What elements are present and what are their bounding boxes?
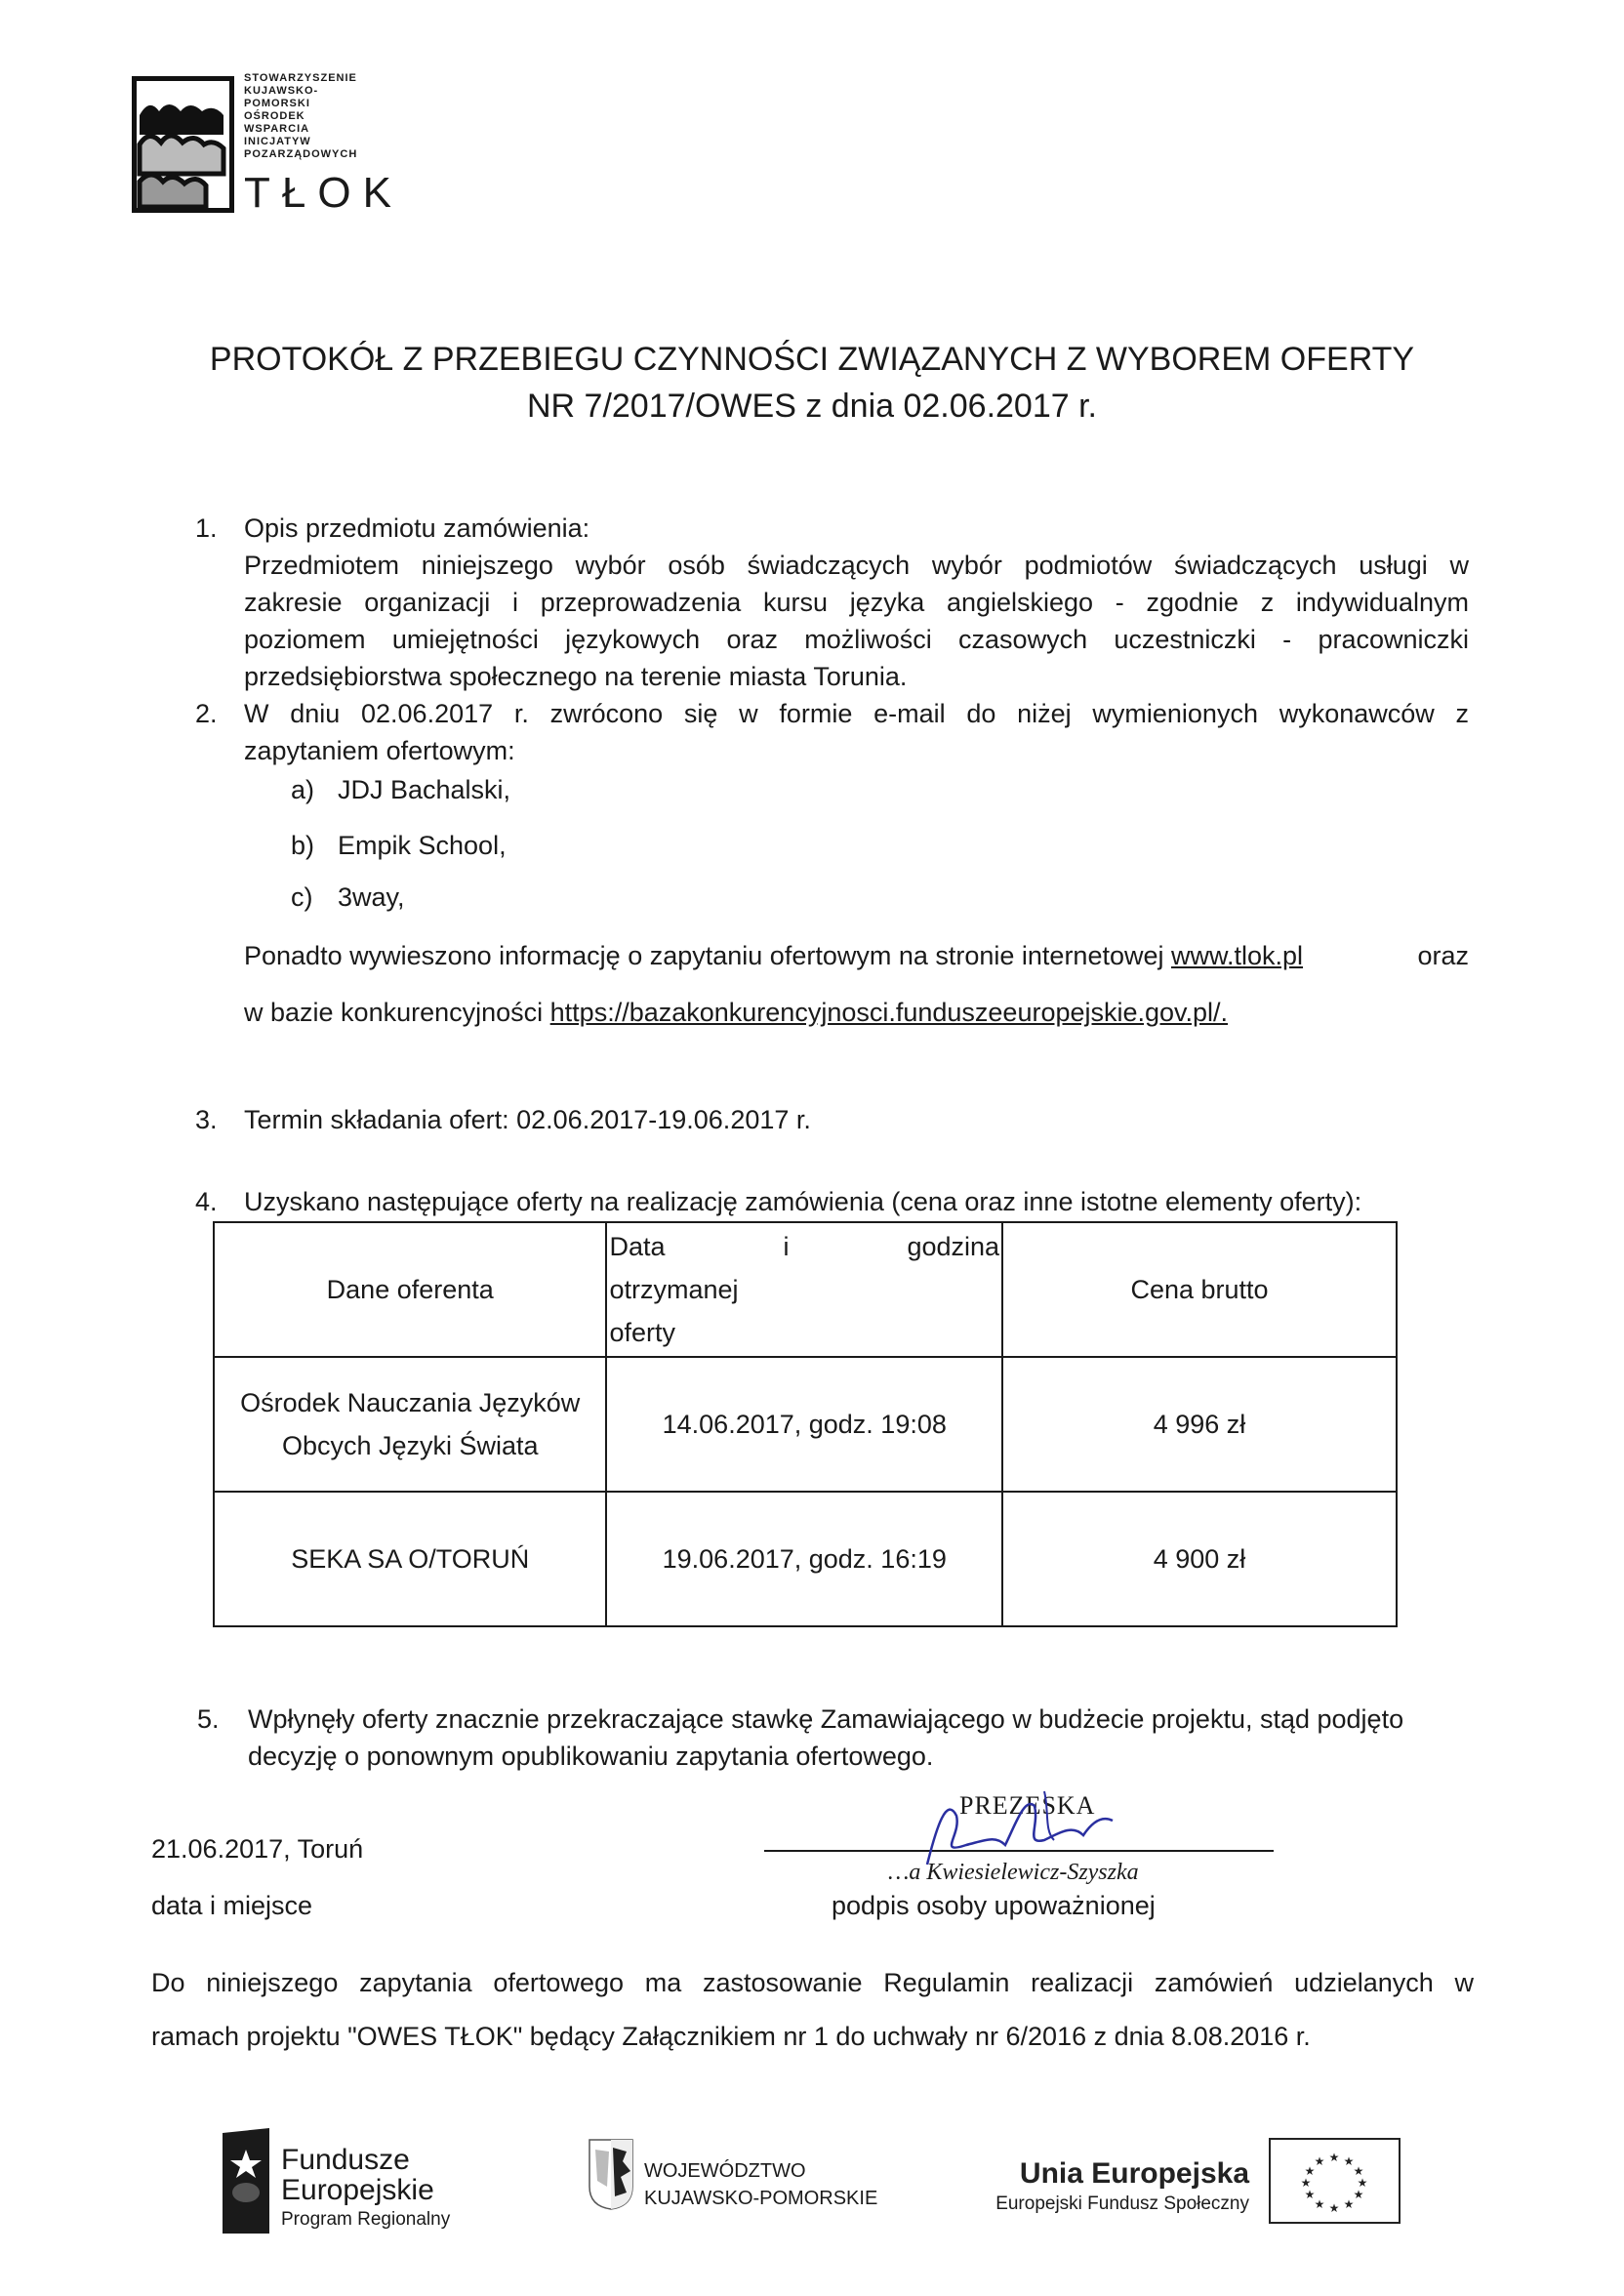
table-header-row <box>214 1222 1397 1357</box>
org-line: WSPARCIA <box>244 123 310 135</box>
section-5-text: decyzję o ponownym opublikowaniu zapytania ofertowego. <box>248 1742 934 1771</box>
section-1-text: zakresie organizacji i przeprowadzenia kursu języka angielskiego - zgodnie z indywidualnym <box>244 588 1469 617</box>
document-title-line2: NR 7/2017/OWES z dnia 02.06.2017 r. <box>526 388 1097 425</box>
section-2-text: W dniu 02.06.2017 r. zwrócono się w formie e-mail do niżej wymienionych wykonawców z <box>244 699 1469 728</box>
table-row <box>214 1357 1397 1492</box>
header-received-line2: oferty <box>609 1318 675 1347</box>
signature-label: podpis osoby upoważnionej <box>832 1891 1156 1920</box>
header-received-text: Data i godzina otrzymanej <box>609 1232 1000 1304</box>
section-1-number: 1. <box>195 513 218 543</box>
date-place-label: data i miejsce <box>151 1891 313 1920</box>
org-line: INICJATYW <box>244 136 311 147</box>
tlok-website-link[interactable]: www.tlok.pl <box>1171 941 1304 970</box>
fe-line2: Europejskie <box>281 2174 434 2206</box>
contractor-name: 3way, <box>338 882 405 912</box>
publication-text: Ponadto wywieszono informację o zapytaniu ofertowym na stronie internetowej <box>244 941 1171 970</box>
org-name-lines <box>244 72 357 161</box>
section-4-text: Uzyskano następujące oferty na realizację zamówienia (cena oraz inne istotne elementy oferty): <box>244 1187 1362 1216</box>
org-line: STOWARZYSZENIE <box>244 72 357 84</box>
svg-text:★: ★ <box>1353 2164 1364 2178</box>
section-3-text: Termin składania ofert: 02.06.2017-19.06.2017 r. <box>244 1105 811 1134</box>
section-4-number: 4. <box>195 1187 218 1216</box>
svg-text:★: ★ <box>1343 2197 1355 2211</box>
price-cell: 4 996 zł <box>1002 1357 1397 1492</box>
closing-text: Do niniejszego zapytania ofertowego ma zastosowanie Regulamin realizacji zamówień udzielanych w <box>151 1968 1474 1997</box>
header-bidder: Dane oferenta <box>214 1222 606 1357</box>
section-5-number: 5. <box>197 1704 220 1734</box>
closing-text: ramach projektu "OWES TŁOK" będący Załącznikiem nr 1 do uchwały nr 6/2016 z dnia 8.08.2016 r. <box>151 2022 1311 2051</box>
fe-line1: Fundusze <box>281 2144 410 2176</box>
section-2-number: 2. <box>195 699 218 728</box>
section-2-text: zapytaniem ofertowym: <box>244 736 515 765</box>
svg-text:★: ★ <box>1353 2188 1364 2201</box>
section-1-text: przedsiębiorstwa społecznego na terenie miasta Torunia. <box>244 662 908 691</box>
fe-line3: Program Regionalny <box>281 2209 451 2230</box>
svg-text:★: ★ <box>1328 2151 1340 2164</box>
svg-text:★: ★ <box>1314 2154 1325 2168</box>
section-5-text: Wpłynęły oferty znacznie przekraczające stawkę Zamawiającego w budżecie projektu, stąd podjęto <box>248 1704 1404 1734</box>
section-1-heading: Opis przedmiotu zamówienia: <box>244 513 590 543</box>
contractor-name: JDJ Bachalski, <box>338 775 511 804</box>
publication-info-line1 <box>244 937 1469 974</box>
header-received-line1 <box>609 1225 999 1311</box>
stamp-name: …a Kwiesielewicz-Szyszka <box>888 1860 1139 1885</box>
bidder-cell <box>214 1357 606 1492</box>
document-title-line1: PROTOKÓŁ Z PRZEBIEGU CZYNNOŚCI ZWIĄZANYCH Z WYBOREM OFERTY <box>209 341 1415 378</box>
section-3-number: 3. <box>195 1105 218 1134</box>
svg-text:★: ★ <box>1314 2197 1325 2211</box>
svg-text:★: ★ <box>1300 2176 1312 2190</box>
section-1-text: poziomem umiejętności językowych oraz możliwości czasowych uczestniczki - pracowniczki <box>244 625 1469 654</box>
stamp-title: PREZESKA <box>959 1791 1096 1820</box>
tlok-logo-icon <box>132 76 234 213</box>
eu-line2: Europejski Fundusz Społeczny <box>995 2194 1249 2214</box>
svg-text:★: ★ <box>1357 2176 1368 2190</box>
svg-text:★: ★ <box>1304 2188 1316 2201</box>
publication-text: w bazie konkurencyjności <box>244 998 550 1027</box>
bidder-name: Ośrodek Nauczania Języków <box>240 1388 581 1417</box>
table-row <box>214 1492 1397 1626</box>
section-1-text: Przedmiotem niniejszego wybór osób świadczących wybór podmiotów świadczących usługi w <box>244 551 1469 580</box>
contractor-name: Empik School, <box>338 831 507 860</box>
received-cell: 14.06.2017, godz. 19:08 <box>606 1357 1002 1492</box>
eu-line1: Unia Europejska <box>1019 2157 1249 2190</box>
eu-logo-text <box>966 2157 1249 2218</box>
svg-text:★: ★ <box>1343 2154 1355 2168</box>
svg-text:★: ★ <box>1304 2164 1316 2178</box>
contractor-letter: b) <box>291 831 315 860</box>
org-line: OŚRODEK <box>244 110 305 122</box>
region-coat-of-arms-icon <box>588 2138 634 2211</box>
org-line: POZARZĄDOWYCH <box>244 148 358 160</box>
org-short-name: TŁOK <box>244 169 403 217</box>
region-line2: KUJAWSKO-POMORSKIE <box>644 2188 878 2209</box>
competitiveness-base-link[interactable]: https://bazakonkurencyjnosci.funduszeeuropejskie.gov.pl/. <box>549 998 1229 1027</box>
received-cell: 19.06.2017, godz. 16:19 <box>606 1492 1002 1626</box>
bidder-name: Obcych Języki Świata <box>281 1431 539 1460</box>
region-logo-text <box>644 2157 877 2212</box>
region-line1: WOJEWÓDZTWO <box>644 2160 806 2182</box>
contractor-letter: a) <box>291 775 315 804</box>
eu-flag-icon <box>1269 2138 1401 2224</box>
fe-logo-text <box>281 2146 450 2234</box>
offers-table <box>213 1221 1398 1627</box>
price-cell: 4 900 zł <box>1002 1492 1397 1626</box>
contractor-letter: c) <box>291 882 313 912</box>
fundusze-europejskie-logo-icon <box>223 2128 271 2235</box>
bidder-cell: SEKA SA O/TORUŃ <box>214 1492 606 1626</box>
publication-info-line2 <box>244 994 1228 1031</box>
org-line: POMORSKI <box>244 98 310 109</box>
org-line: KUJAWSKO- <box>244 85 319 97</box>
header-price: Cena brutto <box>1002 1222 1397 1357</box>
svg-text:★: ★ <box>1328 2201 1340 2215</box>
header-received <box>606 1222 1002 1357</box>
publication-text: oraz <box>1409 941 1469 970</box>
date-place: 21.06.2017, Toruń <box>151 1834 364 1864</box>
